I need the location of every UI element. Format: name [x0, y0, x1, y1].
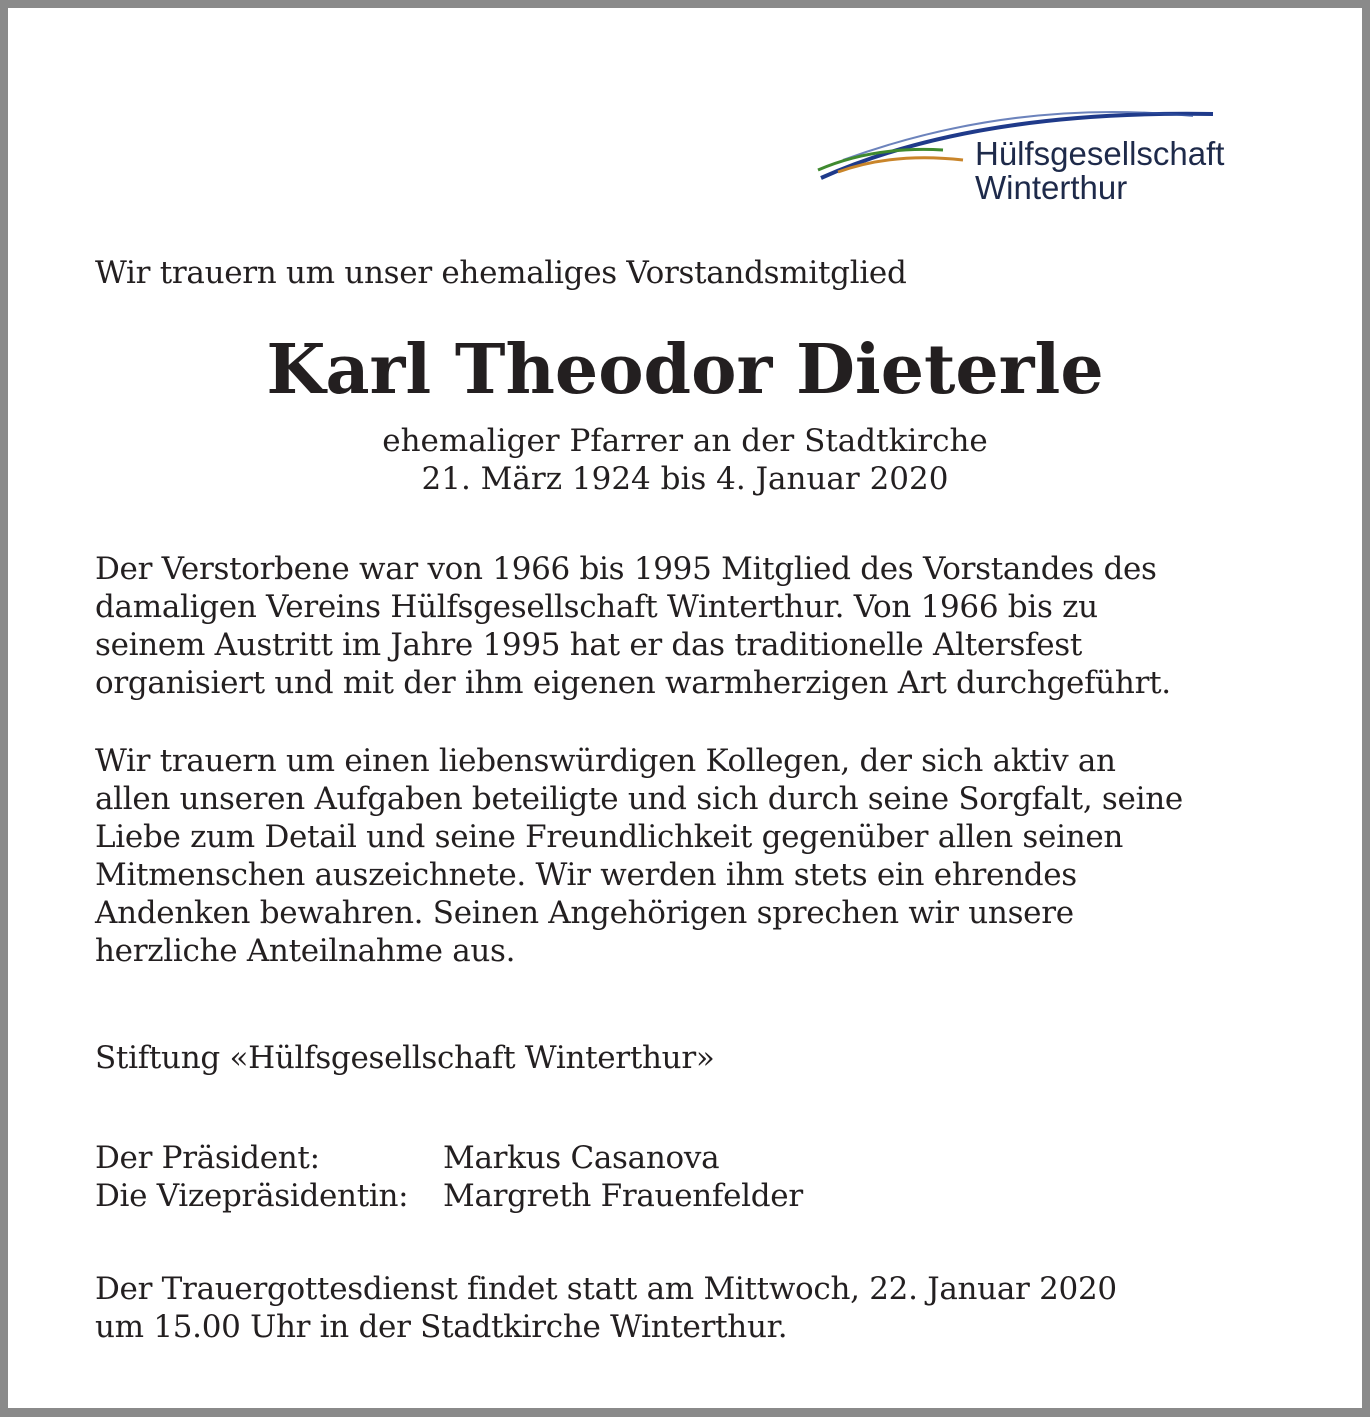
text-line: allen unseren Aufgaben beteiligte und sich durch seine Sorgfalt, seine [95, 781, 1183, 817]
text-line: seinem Austritt im Jahre 1995 hat er das traditionelle Altersfest [95, 627, 1083, 663]
paragraph-1 [95, 550, 1171, 702]
intro-text: Wir trauern um unser ehemaliges Vorstandsmitglied [95, 255, 907, 291]
signatory-row [95, 1139, 803, 1177]
deceased-role: ehemaliger Pfarrer an der Stadtkirche [382, 423, 988, 459]
text-line: um 15.00 Uhr in der Stadtkirche Winterthur. [95, 1309, 788, 1345]
text-line: Liebe zum Detail und seine Freundlichkeit gegenüber allen seinen [95, 819, 1124, 855]
signatory-name: Margreth Frauenfelder [443, 1178, 803, 1214]
text-line: organisiert und mit der ihm eigenen warmherzigen Art durchgeführt. [95, 665, 1171, 701]
service-info [95, 1270, 1117, 1346]
deceased-name: Karl Theodor Dieterle [266, 330, 1104, 410]
text-line: Wir trauern um einen liebenswürdigen Kollegen, der sich aktiv an [95, 743, 1116, 779]
logo-line2: Winterthur [975, 169, 1128, 206]
text-line: Der Trauergottesdienst findet statt am Mittwoch, 22. Januar 2020 [95, 1271, 1117, 1307]
text-line: herzliche Anteilnahme aus. [95, 933, 516, 969]
signatory-title: Die Vizepräsidentin: [95, 1178, 409, 1214]
text-line: Andenken bewahren. Seinen Angehörigen sprechen wir unsere [95, 895, 1074, 931]
text-line: damaligen Vereins Hülfsgesellschaft Winterthur. Von 1966 bis zu [95, 589, 1098, 625]
foundation-name: Stiftung «Hülfsgesellschaft Winterthur» [95, 1040, 715, 1076]
life-dates: 21. März 1924 bis 4. Januar 2020 [421, 461, 949, 497]
obituary-page [8, 8, 1362, 1408]
signatories-table [95, 1139, 803, 1215]
text-line: Mitmenschen auszeichnete. Wir werden ihm stets ein ehrendes [95, 857, 1077, 893]
logo-line1: Hülfsgesellschaft [975, 135, 1225, 172]
paragraph-2 [95, 742, 1183, 970]
text-line: Der Verstorbene war von 1966 bis 1995 Mitglied des Vorstandes des [95, 551, 1157, 587]
signatory-title: Der Präsident: [95, 1140, 320, 1176]
signatory-name: Markus Casanova [443, 1140, 720, 1176]
signatory-row [95, 1177, 803, 1215]
hulfsgesellschaft-logo [813, 100, 1263, 206]
